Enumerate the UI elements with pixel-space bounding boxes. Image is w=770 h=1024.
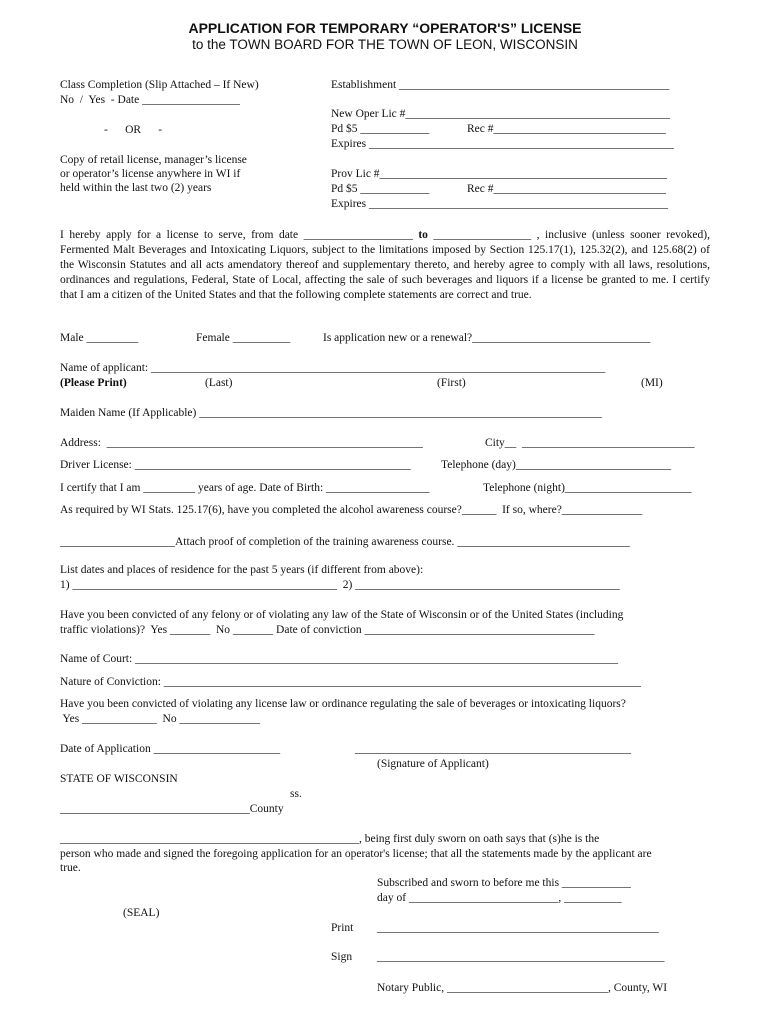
or-separator: - OR - [104,124,163,136]
please-print-label: (Please Print) [60,377,127,389]
city-field[interactable]: City__ ______________________________ [485,437,695,449]
form-subtitle: to the TOWN BOARD FOR THE TOWN OF LEON, WISCONSIN [192,37,578,52]
prov-lic-field[interactable]: Prov Lic #__________________________________________________ [331,168,668,180]
signature-caption: (Signature of Applicant) [377,758,489,770]
conviction-nature-field[interactable]: Nature of Conviction: ___________________________________________________________________________________ [60,676,642,688]
intro-text-1: I hereby apply for a license to serve, from date ___________________ [60,229,413,241]
awareness-course-field[interactable]: As required by WI Stats. 125.17(6), have you completed the alcohol awareness course?______ If so, where?______________ [60,504,643,516]
class-completion-label: Class Completion (Slip Attached – If New) [60,79,259,91]
intro-paragraph [60,228,710,303]
maiden-name-field[interactable]: Maiden Name (If Applicable) ______________________________________________________________________ [60,407,602,419]
state-label: STATE OF WISCONSIN [60,773,178,785]
court-name-field[interactable]: Name of Court: ____________________________________________________________________________________ [60,653,619,665]
seal-label: (SEAL) [123,907,160,919]
driver-license-field[interactable]: Driver License: ________________________________________________ [60,459,411,471]
pd-field-1[interactable]: Pd $5 ____________ [331,123,430,135]
sworn-name-field[interactable]: ____________________________________________________, being first duly sworn on oath says that (s)he is the [60,833,600,845]
day-of-field[interactable]: day of __________________________, __________ [377,892,622,904]
county-field[interactable]: _________________________________County [60,803,284,815]
ss-label: ss. [290,788,302,800]
attach-proof-field[interactable]: ____________________Attach proof of completion of the training awareness course. ______________________________ [60,536,630,548]
copy-license-text-2: or operator’s license anywhere in WI if [60,168,241,180]
rec-field-2[interactable]: Rec #______________________________ [467,183,667,195]
residence-dates-label: List dates and places of residence for the past 5 years (if different from above): [60,564,424,576]
print-name-field[interactable]: _________________________________________________ [377,922,659,934]
copy-license-text-3: held within the last two (2) years [60,182,212,194]
address-field[interactable]: Address: _______________________________________________________ [60,437,423,449]
telephone-night-field[interactable]: Telephone (night)______________________ [483,482,692,494]
new-or-renewal-field[interactable]: Is application new or a renewal?_______________________________ [323,332,651,344]
applicant-signature-field[interactable]: ________________________________________________ [355,743,631,755]
sworn-statement-end: true. [60,862,81,874]
license-law-question: Have you been convicted of violating any license law or ordinance regulating the sale of beverages or intoxicating liquors? [60,698,626,710]
copy-license-text-1: Copy of retail license, manager’s license [60,154,247,166]
print-label: Print [331,922,354,934]
establishment-field[interactable]: Establishment _______________________________________________ [331,79,670,91]
sign-label: Sign [331,951,353,963]
subscribed-field[interactable]: Subscribed and sworn to before me this ____________ [377,877,631,889]
expires-field-1[interactable]: Expires _____________________________________________________ [331,138,674,150]
intro-text-2: _________________ , inclusive (unless sooner revoked), Fermented Malt Beverages and Intoxicating Liquors, subject to the limitations imposed by Section 125.17(1), 125.32(2), and 125.68(2) of the Wisconsin Statutes and all acts amendatory thereof and supplementary thereto, and hereby agree to comply with all laws, resolutions, ordinances and regulations, Federal, State of Local, affecting the sale of such beverages and liquors if a license be granted to me. I certify that I am a citizen of the United States and that the following complete statements are correct and true. [60,229,710,301]
applicant-name-field[interactable]: Name of applicant: _______________________________________________________________________________ [60,362,606,374]
new-oper-lic-field[interactable]: New Oper Lic #______________________________________________ [331,108,670,120]
notary-public-field[interactable]: Notary Public, ____________________________, County, WI [377,982,668,994]
first-name-caption: (First) [437,377,466,389]
intro-to: to [412,229,434,241]
female-field[interactable]: Female __________ [196,332,291,344]
last-name-caption: (Last) [205,377,233,389]
pd-field-2[interactable]: Pd $5 ____________ [331,183,430,195]
license-law-answer-field[interactable]: Yes _____________ No ______________ [60,713,260,725]
class-completion-date-field[interactable]: No / Yes - Date _________________ [60,94,240,106]
age-dob-field[interactable]: I certify that I am _________ years of age. Date of Birth: __________________ [60,482,430,494]
conviction-answer-field[interactable]: traffic violations)? Yes _______ No _______ Date of conviction ________________________________________ [60,624,595,636]
date-of-application-field[interactable]: Date of Application ______________________ [60,743,281,755]
rec-field-1[interactable]: Rec #______________________________ [467,123,667,135]
sign-field[interactable]: __________________________________________________ [377,951,665,963]
form-title: APPLICATION FOR TEMPORARY “OPERATOR'S” LICENSE [188,20,582,36]
sworn-statement-text: person who made and signed the foregoing application for an operator's license; that all the statements made by the applicant are [60,848,652,860]
expires-field-2[interactable]: Expires ____________________________________________________ [331,198,669,210]
conviction-question-1: Have you been convicted of any felony or of violating any law of the State of Wisconsin or of the United States (including [60,609,624,621]
middle-initial-caption: (MI) [641,377,663,389]
male-field[interactable]: Male _________ [60,332,139,344]
telephone-day-field[interactable]: Telephone (day)___________________________ [441,459,672,471]
residence-fields[interactable]: 1) ______________________________________________ 2) ______________________________________________ [60,579,620,591]
